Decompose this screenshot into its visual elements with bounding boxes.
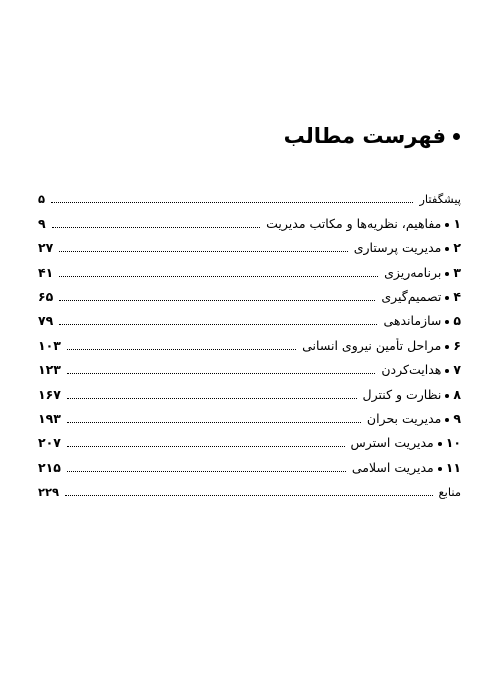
toc-entry[interactable] [38, 183, 461, 207]
chapter-number: ۳ [453, 264, 461, 280]
toc-entry[interactable] [38, 403, 461, 427]
chapter-title: مدیریت استرس [350, 435, 434, 451]
toc-entry[interactable] [38, 305, 461, 329]
chapter-number: ۱۱ [445, 459, 461, 475]
chapter-number: ۱۰ [445, 435, 461, 451]
dot-leader [67, 471, 346, 472]
page-number: ۶۵ [38, 288, 54, 304]
dot-leader [59, 276, 378, 277]
chapter-number: ۴ [453, 288, 461, 304]
page-number: ۴۱ [38, 264, 54, 280]
chapter-number: ۶ [453, 337, 461, 353]
dot-leader [59, 251, 347, 252]
toc-entry[interactable] [38, 451, 461, 475]
dot-leader [67, 349, 296, 350]
bullet-icon [445, 418, 449, 422]
chapter-number: ۹ [453, 410, 461, 426]
chapter-number: ۷ [453, 362, 461, 378]
toc-entry[interactable] [38, 329, 461, 353]
chapter-number: ۲ [453, 240, 461, 256]
chapter-title: مدیریت پرستاری [353, 240, 442, 256]
page-number: ۱۹۳ [38, 410, 61, 426]
bullet-icon [445, 247, 449, 251]
dot-leader [67, 446, 345, 447]
page-number: ۹ [38, 215, 46, 231]
dot-leader [67, 422, 361, 423]
page-number: ۵ [38, 192, 46, 207]
bullet-icon [445, 223, 449, 227]
chapter-title: مراحل تأمین نیروی انسانی [302, 337, 442, 353]
bullet-icon [445, 394, 449, 398]
heading-bullet-icon [453, 133, 460, 140]
page-number: ۷۹ [38, 313, 54, 329]
page-number: ۲۲۹ [38, 485, 60, 500]
chapter-title: پیشگفتار [419, 192, 461, 207]
chapter-title: تصمیم‌گیری [381, 288, 442, 304]
chapter-title: مفاهیم، نظریه‌ها و مکاتب مدیریت [266, 215, 442, 231]
dot-leader [51, 202, 413, 203]
dot-leader [67, 373, 375, 374]
page-number: ۱۰۳ [38, 337, 61, 353]
bullet-icon [445, 369, 449, 373]
chapter-title: مدیریت اسلامی [351, 459, 434, 475]
chapter-title: نظارت و کنترل [362, 386, 442, 402]
bullet-icon [438, 442, 442, 446]
toc-entry[interactable] [38, 427, 461, 451]
chapter-title: مدیریت بحران [366, 410, 442, 426]
chapter-title: برنامه‌ریزی [384, 264, 442, 280]
dot-leader [65, 495, 432, 496]
chapter-title: منابع [438, 485, 461, 500]
toc-heading [284, 122, 460, 150]
chapter-title: هدایت‌کردن [381, 362, 442, 378]
toc-entry[interactable] [38, 232, 461, 256]
page-number: ۱۲۳ [38, 362, 61, 378]
toc-entry[interactable] [38, 354, 461, 378]
toc-entry[interactable] [38, 476, 461, 500]
table-of-contents [38, 183, 461, 500]
toc-entry[interactable] [38, 378, 461, 402]
page-number: ۲۱۵ [38, 459, 61, 475]
bullet-icon [445, 345, 449, 349]
dot-leader [52, 227, 260, 228]
toc-entry[interactable] [38, 281, 461, 305]
dot-leader [59, 300, 375, 301]
dot-leader [67, 398, 357, 399]
bullet-icon [438, 467, 442, 471]
chapter-number: ۸ [453, 386, 461, 402]
chapter-title: سازماندهی [383, 313, 442, 329]
bullet-icon [445, 320, 449, 324]
bullet-icon [445, 296, 449, 300]
dot-leader [59, 324, 377, 325]
page-number: ۲۷ [38, 240, 54, 256]
toc-entry[interactable] [38, 207, 461, 231]
page-number: ۱۶۷ [38, 386, 61, 402]
chapter-number: ۱ [453, 215, 461, 231]
toc-entry[interactable] [38, 256, 461, 280]
bullet-icon [445, 272, 449, 276]
toc-heading-text: فهرست مطالب [283, 124, 446, 148]
page-number: ۲۰۷ [38, 435, 61, 451]
chapter-number: ۵ [453, 313, 461, 329]
